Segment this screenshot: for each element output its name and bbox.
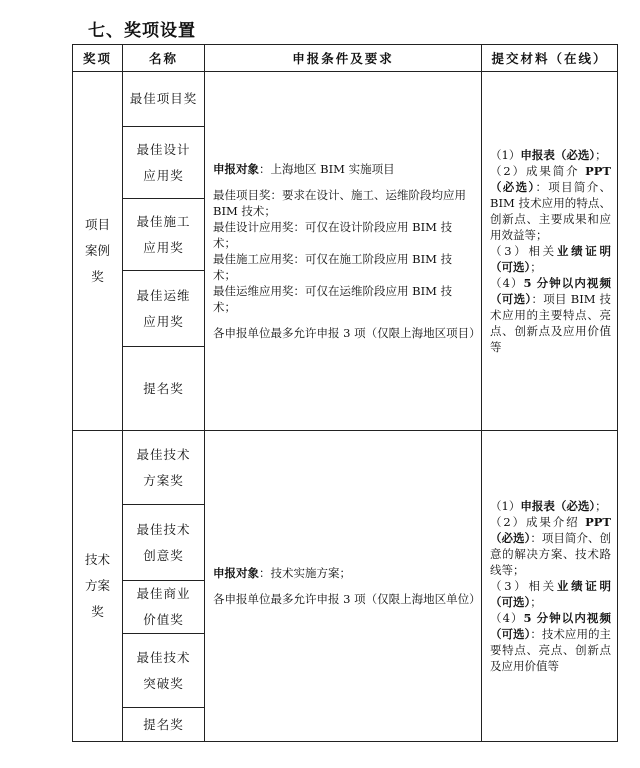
header-award: 奖项 bbox=[73, 45, 123, 72]
award-name: 最佳技术 突破奖 bbox=[123, 634, 205, 708]
materials-cell: （1）申报表（必选）； （2）成果介绍 PPT（必选）：项目简介、创意的解决方案、技术路线等； （3）相关业绩证明（可选）； （4）5 分钟以内视频（可选）：技术应用的主要特点、亮点、创新点及应用价值等 bbox=[482, 431, 618, 742]
header-materials: 提交材料（在线） bbox=[482, 45, 618, 72]
table-row bbox=[73, 431, 618, 505]
header-requirements: 申报条件及要求 bbox=[205, 45, 482, 72]
requirements-cell: 申报对象：上海地区 BIM 实施项目 最佳项目奖：要求在设计、施工、运维阶段均应用 BIM 技术； 最佳设计应用奖：可仅在设计阶段应用 BIM 技术； 最佳施工应用奖：可仅在施工阶段应用 BIM 技术； 最佳运维应用奖：可仅在运维阶段应用 BIM 技术； 各申报单位最多允许申报 3 项（仅限上海地区项目） bbox=[205, 72, 482, 431]
awards-table bbox=[72, 44, 618, 742]
materials-cell: （1）申报表（必选）； （2）成果简介 PPT（必选）：项目简介、BIM 技术应用的特点、创新点、主要成果和应用效益等； （3）相关业绩证明（可选）； （4）5 分钟以内视频（可选）：项目 BIM 技术应用的主要特点、亮点、创新点及应用价值等 bbox=[482, 72, 618, 431]
category-project-case: 项目 案例 奖 bbox=[73, 72, 123, 431]
award-name: 最佳施工 应用奖 bbox=[123, 199, 205, 271]
table-row bbox=[73, 72, 618, 127]
award-name: 最佳技术 方案奖 bbox=[123, 431, 205, 505]
category-tech-solution: 技术 方案 奖 bbox=[73, 431, 123, 742]
award-name: 提名奖 bbox=[123, 347, 205, 431]
section-title: 七、奖项设置 bbox=[88, 21, 196, 41]
award-name: 提名奖 bbox=[123, 708, 205, 742]
requirements-cell: 申报对象：技术实施方案； 各申报单位最多允许申报 3 项（仅限上海地区单位） bbox=[205, 431, 482, 742]
header-name: 名称 bbox=[123, 45, 205, 72]
award-name: 最佳设计 应用奖 bbox=[123, 127, 205, 199]
award-name: 最佳技术 创意奖 bbox=[123, 505, 205, 581]
table-header-row bbox=[73, 45, 618, 72]
award-name: 最佳商业 价值奖 bbox=[123, 581, 205, 634]
award-name: 最佳项目奖 bbox=[123, 72, 205, 127]
award-name: 最佳运维 应用奖 bbox=[123, 271, 205, 347]
